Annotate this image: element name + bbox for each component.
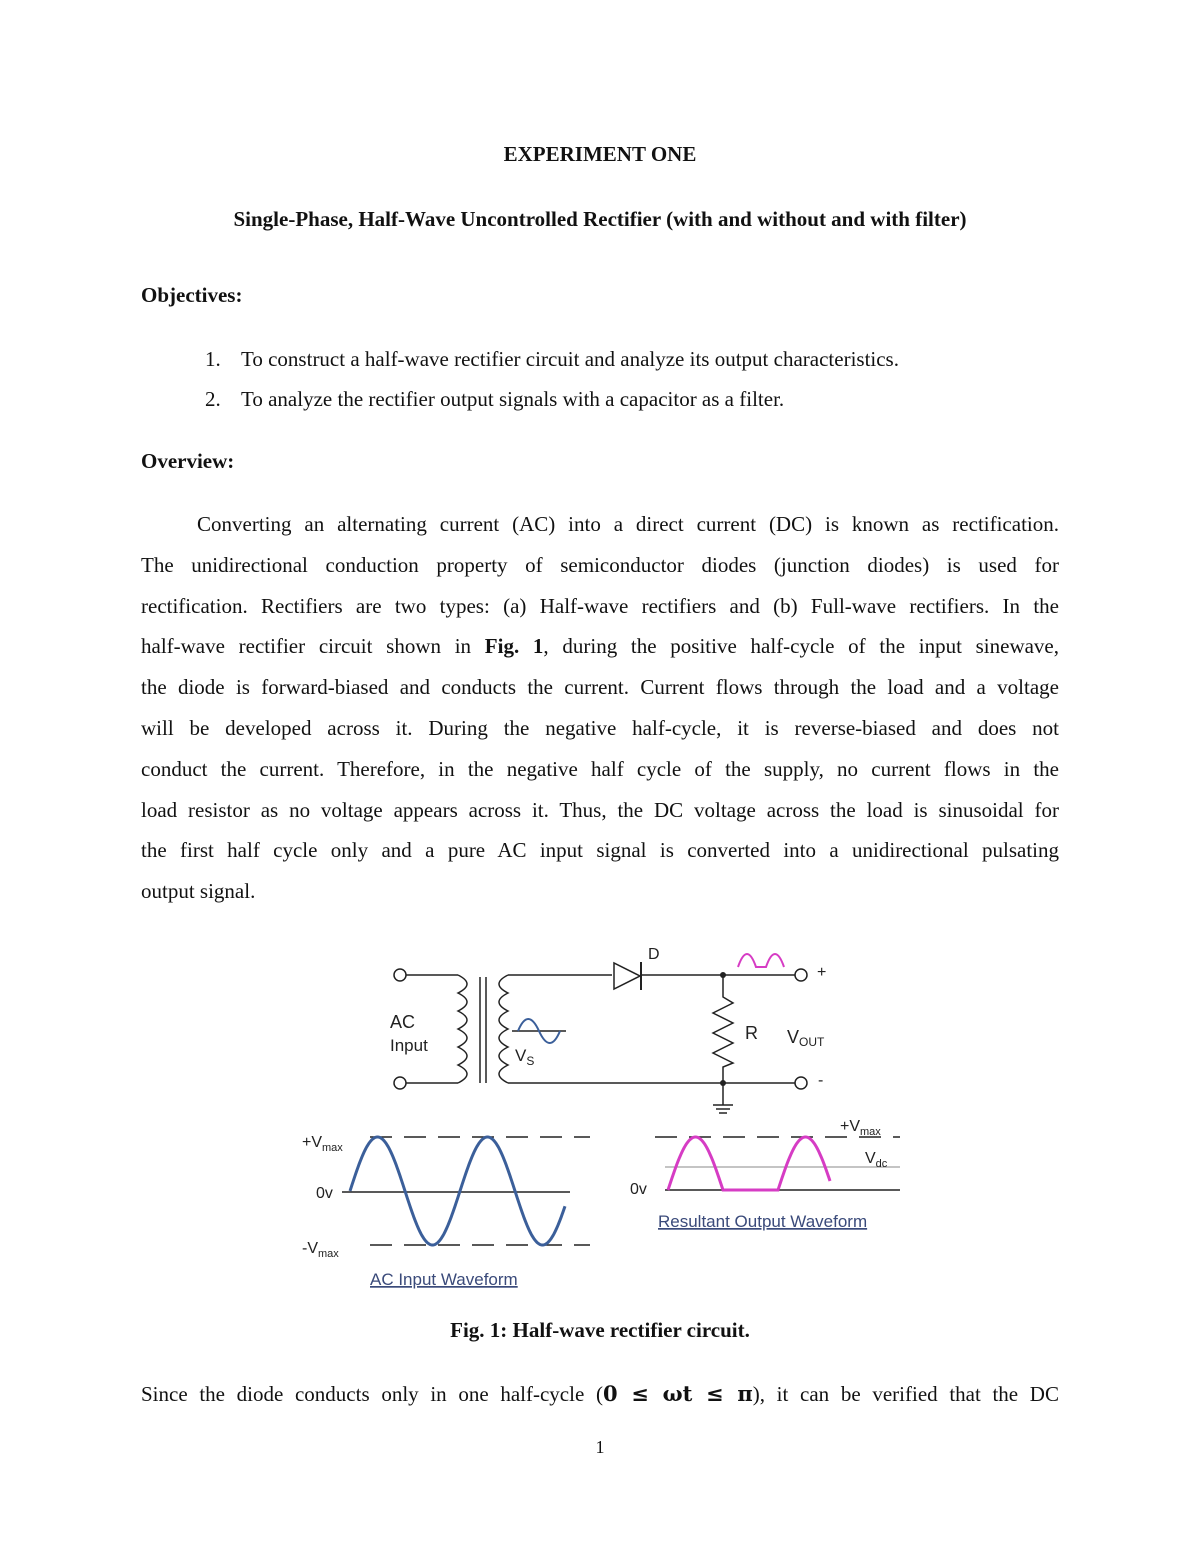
paragraph-line: Converting an alternating current (AC) into a direct current (DC) is known as rectification.: [197, 512, 1059, 536]
vs-label: $V_S$: [515, 1046, 535, 1068]
diode-icon: [614, 963, 640, 989]
document-subtitle: Single-Phase, Half-Wave Uncontrolled Rectifier (with and without and with filter): [233, 207, 967, 231]
paragraph-line: load resistor as no voltage appears across it. Thus, the DC voltage across the load is sinusoidal for: [141, 797, 1059, 822]
diode-label: D: [648, 946, 660, 963]
output-wave: [668, 1137, 830, 1190]
list-number: 1.: [205, 347, 221, 371]
input-waveform-caption: AC Input Waveform: [370, 1270, 518, 1289]
math-expression: 0 ≤ ωt ≤ π: [602, 1381, 753, 1406]
primary-coil: [458, 975, 467, 1083]
paragraph-line: conduct the current. Therefore, in the negative half cycle of the supply, no current flows in the: [141, 756, 1059, 781]
paragraph-text: half-wave rectifier circuit shown in: [141, 634, 485, 659]
list-text: To analyze the rectifier output signals with a capacitor as a filter.: [241, 387, 785, 411]
paragraph-line: output signal.: [141, 879, 256, 904]
overview-paragraph: [141, 508, 1059, 916]
paragraph-line: [141, 630, 1059, 671]
paragraph-text: , during the positive half-cycle of the input sinewave,: [543, 634, 1059, 659]
list-number: 2.: [205, 387, 221, 411]
ac-input-wave: [350, 1137, 565, 1245]
figure-caption: Fig. 1: Half-wave rectifier circuit.: [450, 1318, 750, 1342]
paragraph-text: Since the diode conducts only in one half-cycle (: [141, 1382, 603, 1406]
rectifier-figure: [290, 935, 920, 1295]
vmax-neg-label: $-V_{max}$: [302, 1240, 339, 1260]
document-title: EXPERIMENT ONE: [503, 142, 697, 166]
paragraph-line: the diode is forward-biased and conducts the current. Current flows through the load and a voltage: [141, 675, 1059, 700]
figure-reference: Fig. 1: [484, 634, 544, 659]
zero-label: 0v: [316, 1185, 333, 1202]
paragraph-line: [141, 1378, 1059, 1410]
minus-label: -: [818, 1072, 824, 1089]
paragraph-text: ), it can be verified that the DC: [752, 1382, 1059, 1406]
paragraph-line: The unidirectional conduction property of semiconductor diodes (junction diodes) is used for: [141, 552, 1059, 577]
objectives-heading: Objectives:: [141, 283, 243, 307]
output-terminal-bottom: [795, 1077, 807, 1089]
resistor-label: R: [745, 1023, 758, 1043]
paragraph-line: will be developed across it. During the negative half-cycle, it is reverse-biased and does not: [141, 715, 1059, 740]
vmax-pos-label: $+V_{max}$: [302, 1134, 343, 1154]
input-terminal-top: [394, 969, 406, 981]
out-vmax-label: $+V_{max}$: [840, 1118, 881, 1138]
secondary-coil: [499, 975, 508, 1083]
page-number: 1: [595, 1437, 605, 1457]
output-waveform-caption: Resultant Output Waveform: [658, 1212, 868, 1231]
paragraph-line: rectification. Rectifiers are two types: (a) Half-wave rectifiers and (b) Full-wave rectifiers. In the: [141, 593, 1059, 618]
vdc-label: $V_{dc}$: [865, 1150, 888, 1170]
ac-label: AC: [390, 1012, 416, 1032]
input-label: Input: [390, 1036, 428, 1055]
out-zero-label: 0v: [630, 1181, 647, 1198]
vout-label: VOUT: [787, 1027, 825, 1049]
output-terminal-top: [795, 969, 807, 981]
circuit-diagram: [290, 935, 920, 1295]
output-pulse-icon: [738, 954, 784, 967]
overview-heading: Overview:: [141, 449, 235, 473]
resistor-icon: [713, 975, 733, 1083]
input-terminal-bottom: [394, 1077, 406, 1089]
list-text: To construct a half-wave rectifier circuit and analyze its output characteristics.: [241, 347, 899, 371]
paragraph-line: the first half cycle only and a pure AC input signal is converted into a unidirectional pulsating: [141, 838, 1059, 863]
plus-label: +: [817, 964, 827, 981]
